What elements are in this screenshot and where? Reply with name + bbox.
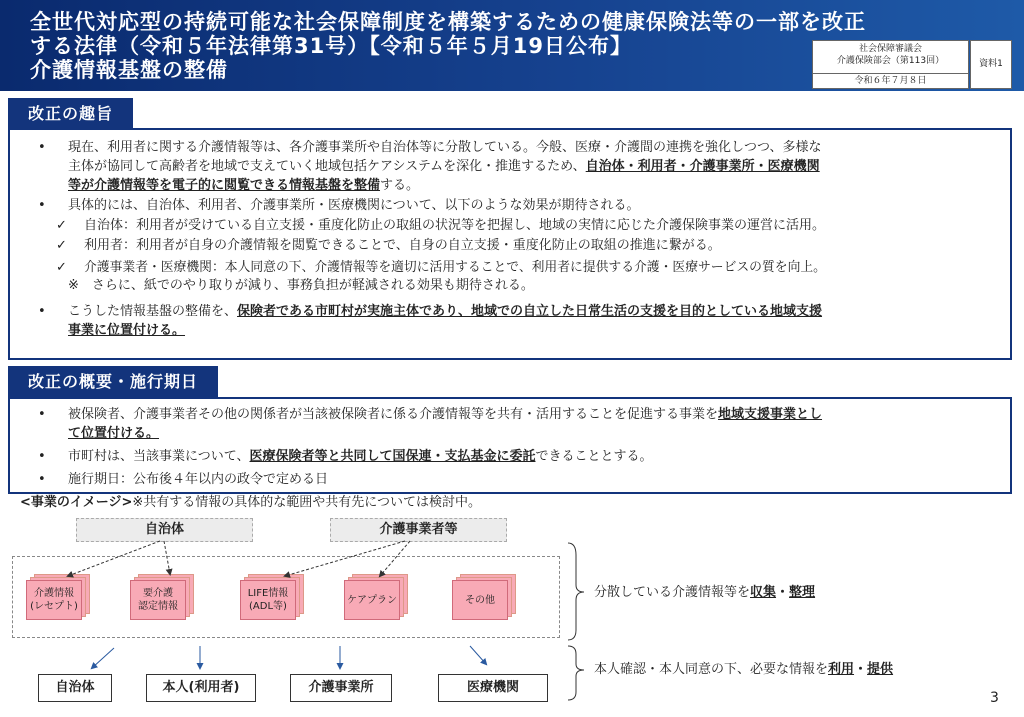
bullet-dot: • bbox=[38, 472, 46, 487]
card-text-1: LIFE情報 bbox=[247, 588, 289, 599]
output-care-office: 介護事業所 bbox=[290, 674, 392, 702]
text: できることとする。 bbox=[535, 449, 653, 464]
image-title-bold: <事業のイメージ> bbox=[20, 495, 133, 510]
bullet-dot: • bbox=[38, 304, 46, 319]
card-text-1: その他 bbox=[465, 594, 495, 606]
title-line-2: する法律（令和５年法律第31号）【令和５年５月19日公布】 bbox=[30, 34, 632, 58]
effect-municipality: 自治体：利用者が受けている自立支援・重度化防止の取組の状況等を把握し、地域の実情に応じた介護保険事業の運営に活用。 bbox=[84, 218, 826, 233]
collect-description bbox=[594, 584, 815, 602]
brace-provide bbox=[568, 646, 584, 700]
output-user: 本人(利用者) bbox=[146, 674, 256, 702]
emphasis: 保険者である市町村が実施主体であり、地域での自立した日常生活の支援を目的としている地域支援 bbox=[237, 304, 823, 319]
source-care-providers: 介護事業者等 bbox=[330, 518, 507, 542]
card-text-1: 要介護 bbox=[143, 588, 173, 599]
text: 市町村は、当該事業について、 bbox=[68, 449, 250, 464]
purpose-bullet-2: 具体的には、自治体、利用者、介護事業所・医療機関について、以下のような効果が期待される。 bbox=[68, 198, 640, 213]
council-line-2: 介護保険部会（第113回） bbox=[836, 56, 945, 66]
separator: ・ bbox=[854, 662, 868, 677]
document-reference: 資料1 bbox=[970, 40, 1012, 89]
title-line-1: 全世代対応型の持続可能な社会保障制度を構築するための健康保険法等の一部を改正 bbox=[30, 10, 866, 34]
effect-user: 利用者：利用者が自身の介護情報を閲覧できることで、自身の自立支援・重度化防止の取組の推進に繋がる。 bbox=[84, 238, 721, 253]
page-number: 3 bbox=[990, 690, 999, 706]
provide-arrows bbox=[92, 646, 486, 668]
image-title-note: ※共有する情報の具体的な範囲や共有先については検討中。 bbox=[132, 495, 482, 510]
text: 被保険者、介護事業者その他の関係者が当該被保険者に係る介護情報等を共有・活用することを促進する事業を bbox=[68, 407, 719, 422]
arrow bbox=[164, 541, 170, 574]
arrow bbox=[92, 648, 114, 668]
emphasis: 地域支援事業とし bbox=[718, 407, 823, 422]
emphasis: 収集 bbox=[750, 585, 777, 600]
arrow bbox=[68, 541, 160, 576]
emphasis: 整理 bbox=[789, 585, 816, 600]
collect-arrows bbox=[68, 541, 410, 576]
card-text-2: (ADL等) bbox=[249, 601, 287, 612]
emphasis: て位置付ける。 bbox=[68, 426, 160, 441]
text: する。 bbox=[380, 178, 420, 193]
arrow bbox=[470, 646, 486, 664]
text: こうした情報基盤の整備を、 bbox=[68, 304, 238, 319]
meeting-date: 令和６年７月８日 bbox=[812, 73, 969, 89]
output-medical: 医療機関 bbox=[438, 674, 548, 702]
emphasis: 等が介護情報等を電子的に閲覧できる情報基盤を整備 bbox=[68, 178, 381, 193]
arrow bbox=[380, 541, 410, 576]
arrow bbox=[285, 541, 405, 576]
source-municipality: 自治体 bbox=[76, 518, 253, 542]
section-overview-label: 改正の概要・施行期日 bbox=[8, 366, 218, 398]
card-text-2: 認定情報 bbox=[138, 601, 178, 612]
emphasis: 自治体・利用者・介護事業所・医療機関 bbox=[585, 159, 820, 174]
council-line-1: 社会保障審議会 bbox=[858, 44, 922, 54]
bullet-dot: • bbox=[38, 198, 46, 213]
purpose-bullet-1-line-1: 現在、利用者に関する介護情報等は、各介護事業所や自治体等に分散している。今般、医療・介護間の連携を強化しつつ、多様な bbox=[68, 140, 822, 155]
bullet-dot: • bbox=[38, 449, 46, 464]
emphasis: 医療保険者等と共同して国保連・支払基金に委託 bbox=[249, 449, 536, 464]
text: 分散している介護情報等を bbox=[594, 585, 751, 600]
title-line-3: 介護情報基盤の整備 bbox=[30, 58, 228, 82]
bullet-dot: • bbox=[38, 407, 46, 422]
text: 本人確認・本人同意の下、必要な情報を bbox=[594, 662, 829, 677]
provide-description bbox=[594, 661, 893, 679]
overview-bullet-3: 施行期日：公布後４年以内の政令で定める日 bbox=[68, 472, 329, 487]
text: 主体が協同して高齢者を地域で支えていく地域包括ケアシステムを深化・推進するため、 bbox=[68, 159, 586, 174]
bullet-dot: • bbox=[38, 140, 46, 155]
effect-note: ※ さらに、紙でのやり取りが減り、事務負担が軽減される効果も期待される。 bbox=[68, 278, 534, 293]
separator: ・ bbox=[776, 585, 790, 600]
card-text-1: ケアプラン bbox=[347, 594, 397, 606]
emphasis: 利用 bbox=[828, 662, 855, 677]
card-text-2: (レセプト) bbox=[30, 601, 78, 612]
output-municipality: 自治体 bbox=[38, 674, 112, 702]
section-purpose-label: 改正の趣旨 bbox=[8, 98, 133, 130]
check-icon: ✓ bbox=[56, 218, 67, 233]
effect-provider: 介護事業者・医療機関：本人同意の下、介護情報等を適切に活用することで、利用者に提供する介護・医療サービスの質を向上。 bbox=[84, 260, 826, 275]
emphasis: 事業に位置付ける。 bbox=[68, 323, 186, 338]
card-text-1: 介護情報 bbox=[34, 588, 74, 599]
check-icon: ✓ bbox=[56, 238, 67, 253]
emphasis: 提供 bbox=[867, 662, 894, 677]
check-icon: ✓ bbox=[56, 260, 67, 275]
brace-collect bbox=[568, 543, 584, 640]
